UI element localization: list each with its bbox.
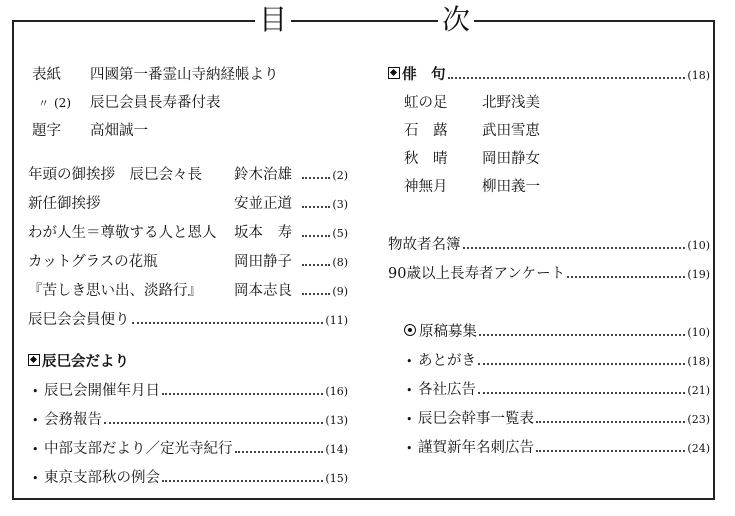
haiku-heading-text: 俳 句	[402, 66, 446, 83]
article-row[interactable]	[28, 195, 348, 214]
article-title: 新任御挨拶	[28, 196, 101, 212]
haiku-author: 柳田義一	[482, 179, 540, 195]
article-page: (11)	[325, 314, 348, 327]
haiku-entry	[404, 94, 540, 112]
diamond-square-icon	[388, 67, 400, 79]
news-item-title: 会務報告	[44, 412, 102, 428]
haiku-author: 岡田静女	[482, 151, 540, 167]
leader-dots	[479, 334, 685, 336]
news-item-title: 辰巳会開催年月日	[44, 383, 160, 399]
misc-item[interactable]	[406, 381, 710, 400]
leader-dots	[104, 422, 323, 424]
leader-dots	[162, 480, 323, 482]
bullet-icon: •	[32, 472, 39, 485]
bullet-icon: •	[406, 384, 413, 397]
news-item[interactable]	[32, 469, 348, 488]
news-heading	[28, 353, 129, 371]
misc-item[interactable]	[406, 410, 710, 429]
misc-item-page: (18)	[687, 355, 710, 368]
article-title: 辰巳会会員便り	[28, 312, 130, 328]
news-item-page: (16)	[325, 385, 348, 398]
leader-dots	[302, 235, 330, 237]
article-author: 岡本志良	[234, 283, 292, 299]
right-item-page: (19)	[687, 268, 710, 281]
haiku-title: 神無月	[404, 179, 448, 195]
misc-item-title: 辰巳会幹事一覧表	[418, 411, 534, 427]
circle-dot-icon	[404, 324, 416, 336]
calligraphy-line	[32, 122, 148, 140]
article-page: (3)	[332, 198, 348, 211]
news-item-title: 中部支部だより／定光寺紀行	[44, 441, 233, 457]
news-item[interactable]	[32, 411, 348, 430]
title-char-left: 目	[255, 4, 291, 36]
article-page: (9)	[332, 285, 348, 298]
leader-dots	[235, 451, 324, 453]
bullet-icon: •	[406, 442, 413, 455]
leader-dots	[463, 247, 686, 249]
cover-item2-text: 辰巳会員長寿番付表	[90, 95, 221, 111]
haiku-title: 石 蕗	[404, 123, 448, 139]
right-item-page: (10)	[687, 239, 710, 252]
calligraphy-author: 高畑誠一	[90, 123, 148, 139]
haiku-title: 虹の足	[404, 95, 448, 111]
leader-dots	[162, 393, 323, 395]
news-item-page: (13)	[325, 414, 348, 427]
leader-dots	[536, 450, 685, 452]
article-author: 坂本 寿	[234, 225, 292, 241]
haiku-author: 武田雪恵	[482, 123, 540, 139]
diamond-square-icon	[28, 354, 40, 366]
haiku-entry	[404, 122, 540, 140]
cover-item2-line	[38, 94, 221, 113]
bullet-icon: •	[406, 413, 413, 426]
bullet-icon: •	[32, 385, 39, 398]
haiku-heading[interactable]	[388, 66, 710, 85]
article-page: (5)	[332, 227, 348, 240]
news-item-page: (15)	[325, 472, 348, 485]
right-item-title: 90歳以上長寿者アンケート	[388, 266, 566, 282]
right-item-title: 物故者名簿	[388, 237, 461, 253]
haiku-author: 北野浅美	[482, 95, 540, 111]
haiku-page: (18)	[687, 69, 710, 82]
article-author: 岡田静子	[234, 254, 292, 270]
misc-heading-text: 原稿募集	[419, 324, 477, 340]
article-author: 安並正道	[234, 196, 292, 212]
leader-dots	[478, 392, 685, 394]
leader-dots	[567, 276, 685, 278]
leader-dots	[302, 293, 330, 295]
news-item-page: (14)	[325, 443, 348, 456]
article-row[interactable]	[28, 311, 348, 330]
article-title: カットグラスの花瓶	[28, 254, 158, 270]
article-title: 『苦しき思い出、淡路行』	[28, 283, 202, 299]
haiku-entry	[404, 178, 540, 196]
leader-dots	[302, 177, 330, 179]
cover-item2-num: (2)	[54, 96, 71, 110]
article-row[interactable]	[28, 166, 348, 185]
news-heading-text: 辰巳会だより	[42, 353, 129, 370]
right-item[interactable]	[388, 236, 710, 255]
cover-label: 表紙	[32, 67, 61, 83]
bullet-icon: •	[406, 355, 413, 368]
haiku-entry	[404, 150, 540, 168]
article-title: わが人生＝尊敬する人と恩人	[28, 225, 217, 241]
article-row[interactable]	[28, 253, 348, 272]
leader-dots	[478, 363, 685, 365]
article-author: 鈴木治雄	[234, 167, 292, 183]
misc-item-page: (21)	[687, 384, 710, 397]
misc-item-title: 各社広告	[418, 382, 476, 398]
bullet-icon: •	[32, 414, 39, 427]
title-char-right: 次	[438, 4, 474, 36]
haiku-title: 秋 晴	[404, 151, 448, 167]
leader-dots	[302, 264, 330, 266]
leader-dots	[302, 206, 330, 208]
article-row[interactable]	[28, 224, 348, 243]
cover-line	[32, 66, 279, 84]
misc-item[interactable]	[406, 352, 710, 371]
leader-dots	[448, 77, 686, 79]
article-title: 年頭の御挨拶 辰巳会々長	[28, 167, 202, 183]
leader-dots	[536, 421, 685, 423]
news-item-title: 東京支部秋の例会	[44, 470, 160, 486]
article-row[interactable]	[28, 282, 348, 301]
misc-item-title: 謹賀新年名刺広告	[418, 440, 534, 456]
bullet-icon: •	[32, 443, 39, 456]
misc-heading-page: (10)	[687, 326, 710, 339]
misc-item-page: (23)	[687, 413, 710, 426]
misc-item[interactable]	[406, 439, 710, 458]
article-page: (8)	[332, 256, 348, 269]
calligraphy-label: 題字	[32, 123, 61, 139]
leader-dots	[132, 322, 324, 324]
article-page: (2)	[332, 169, 348, 182]
news-item[interactable]	[32, 440, 348, 459]
ditto-mark: 〃	[38, 97, 49, 110]
cover-text: 四國第一番霊山寺納経帳より	[90, 67, 279, 83]
misc-heading[interactable]	[404, 323, 710, 342]
right-item[interactable]	[388, 265, 710, 284]
misc-item-page: (24)	[687, 442, 710, 455]
misc-item-title: あとがき	[418, 353, 476, 369]
news-item[interactable]	[32, 382, 348, 401]
